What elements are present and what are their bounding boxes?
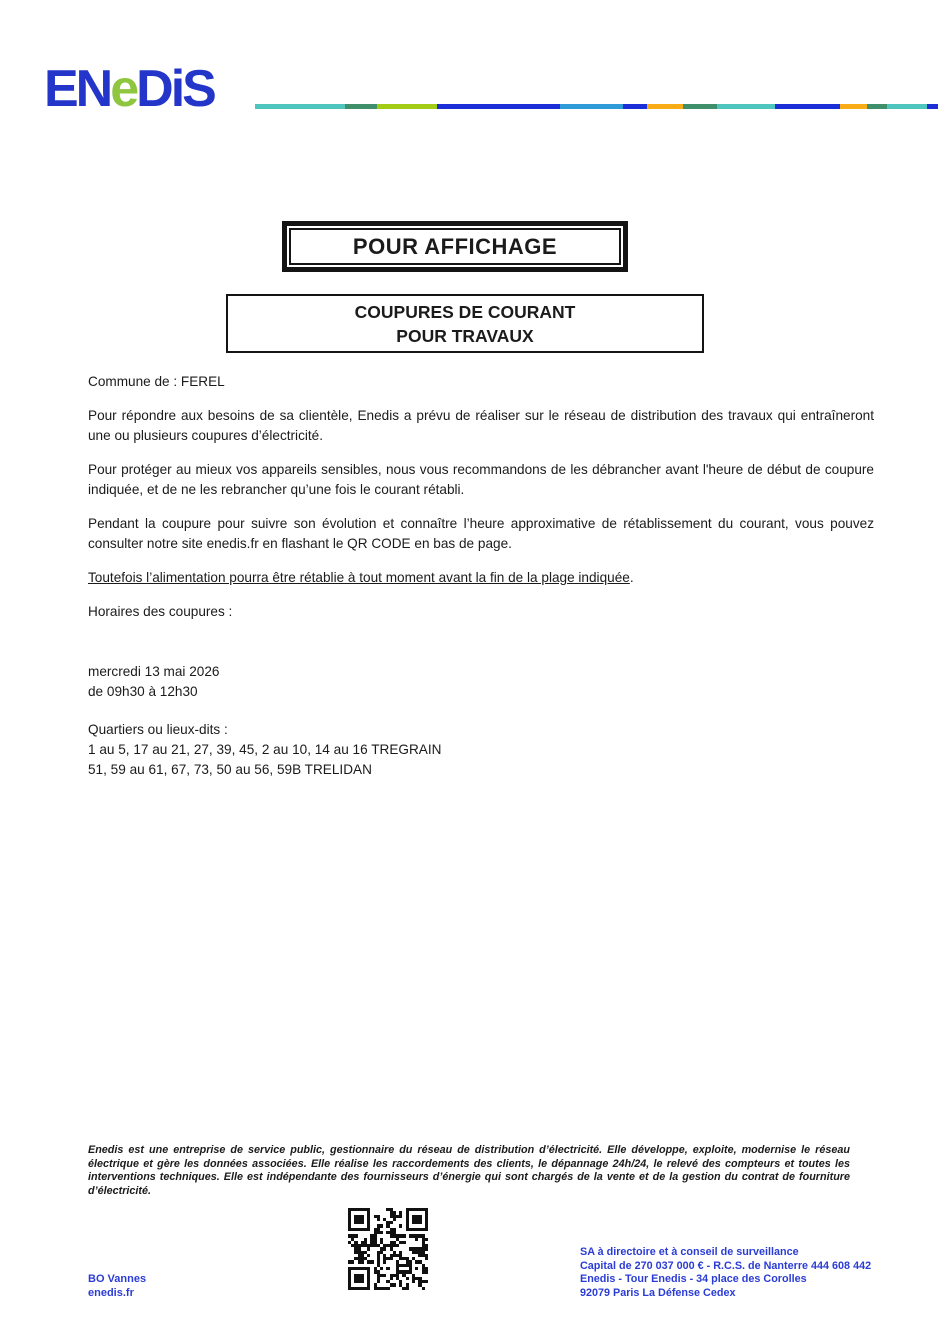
- website-text: enedis.fr: [88, 1287, 134, 1299]
- footer-left-block: [88, 1272, 146, 1300]
- commune-line: Commune de : FEREL: [88, 374, 225, 389]
- paragraph-advice: Pour protéger au mieux vos appareils sensibles, nous vous recommandons de les débrancher avant l'heure de début de coupure indiquée, et de ne les rebrancher qu’une fois le courant rétabli.: [88, 462, 874, 497]
- quartiers-label: Quartiers ou lieux-dits :: [88, 722, 228, 737]
- brand-color-rule: [255, 104, 938, 109]
- company-line-1: SA à directoire et à conseil de surveillance: [580, 1246, 799, 1258]
- pour-affichage-title: POUR AFFICHAGE: [289, 228, 621, 265]
- pour-affichage-box: [282, 221, 628, 272]
- svg-text:ENeDiS: [44, 60, 215, 118]
- restore-notice-period: .: [629, 570, 634, 585]
- logo-part-en: EN: [44, 60, 111, 118]
- restore-notice-underlined: Toutefois l’alimentation pourra être rétablie à tout moment avant la fin de la plage indiquée: [88, 570, 630, 585]
- company-line-3: Enedis - Tour Enedis - 34 place des Corolles: [580, 1273, 807, 1285]
- horaires-label: Horaires des coupures :: [88, 604, 233, 619]
- quartiers-line-2: 51, 59 au 61, 67, 73, 50 au 56, 59B TRELIDAN: [88, 762, 372, 777]
- logo-part-e: e: [110, 60, 137, 118]
- company-line-2: Capital de 270 037 000 € - R.C.S. de Nanterre 444 608 442: [580, 1259, 872, 1272]
- qr-code: [348, 1208, 428, 1290]
- legal-text: Enedis est une entreprise de service public, gestionnaire du réseau de distribution d’électricité. Elle développe, exploite, modernise le réseau électrique et gère les données associées. Elle réalise les raccordements des clients, le dépannage 24h/24, le relevé des compteurs et toutes les interventions techniques. Elle est indépendante des fournisseurs d’énergie qui sont chargés de la vente et de la gestion du contrat de fourniture d’électricité.: [88, 1144, 850, 1197]
- quartiers-line-1: 1 au 5, 17 au 21, 27, 39, 45, 2 au 10, 14 au 16 TREGRAIN: [88, 742, 442, 757]
- enedis-logo-image: [44, 60, 254, 118]
- subject-box: [226, 294, 704, 353]
- subject-line-1: COUPURES DE COURANT: [354, 301, 576, 322]
- outage-time: de 09h30 à 12h30: [88, 684, 198, 699]
- letter-body: [88, 372, 874, 780]
- outage-date: mercredi 13 mai 2026: [88, 664, 220, 679]
- company-info-block: [580, 1246, 871, 1300]
- company-line-4: 92079 Paris La Défense Cedex: [580, 1286, 736, 1299]
- paragraph-qrcode: Pendant la coupure pour suivre son évolution et connaître l’heure approximative de rétablissement du courant, vous pouvez consulter notre site enedis.fr en flashant le QR CODE en bas de page.: [88, 516, 874, 551]
- paragraph-intro: Pour répondre aux besoins de sa clientèle, Enedis a prévu de réaliser sur le réseau de distribution des travaux qui entraîneront une ou plusieurs coupures d’électricité.: [88, 408, 874, 443]
- logo-part-dis: DiS: [136, 60, 214, 118]
- subject-line-2: POUR TRAVAUX: [396, 325, 534, 346]
- paragraph-restore-notice: [88, 568, 874, 588]
- enedis-logo: [44, 60, 254, 123]
- office-name: BO Vannes: [88, 1273, 147, 1285]
